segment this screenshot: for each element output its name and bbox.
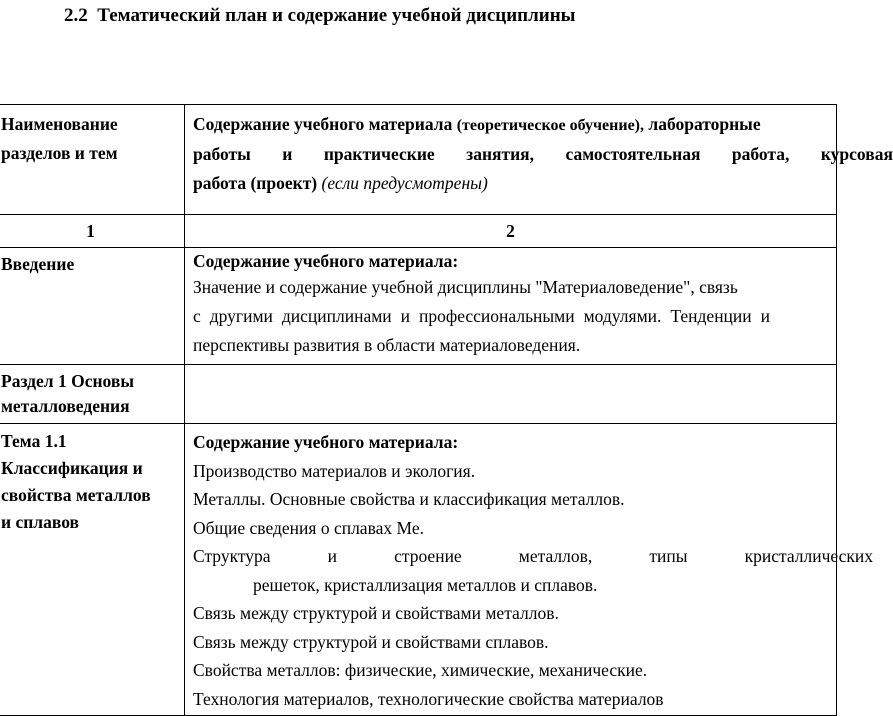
- table-row-section1: [0, 365, 837, 424]
- section1-line1: Раздел 1 Основы: [1, 371, 134, 391]
- topic1-line4: и сплавов: [1, 512, 79, 532]
- structure-word: и: [327, 546, 337, 566]
- section1-content-cell: [185, 365, 837, 424]
- column-number-row: [0, 215, 837, 248]
- topic1-item: Общие сведения о сплавах Ме.: [193, 517, 424, 538]
- table-header-row: [0, 105, 837, 215]
- structure-word: строение: [394, 546, 462, 566]
- intro-name-cell: [0, 248, 185, 365]
- header-sections-line1: Наименование: [1, 114, 118, 134]
- column-number-2: 2: [185, 215, 837, 248]
- section-title: Тематический план и содержание учебной дисциплины: [97, 5, 576, 26]
- topic1-item: Связь между структурой и свойствами сплавов.: [193, 631, 549, 652]
- topic1-item: Связь между структурой и свойствами металлов.: [193, 603, 559, 623]
- intro-content-cell: [185, 248, 837, 365]
- intro-content-line3: перспективы развития в области материаловедения.: [193, 335, 581, 355]
- intro-content-heading: Содержание учебного материала:: [193, 251, 459, 271]
- structure-word: Структура: [193, 546, 271, 566]
- structure-word: кристаллических: [744, 546, 873, 566]
- header-word: и: [282, 144, 293, 164]
- header-word: работы: [193, 144, 251, 164]
- topic1-item: Металлы. Основные свойства и классификация металлов.: [193, 489, 625, 509]
- topic1-line1: Тема 1.1: [1, 431, 67, 451]
- header-content-part1: Содержание учебного материала: [193, 114, 453, 134]
- page-title: [64, 2, 576, 30]
- header-cell-sections: [0, 105, 185, 215]
- header-content-line2: [193, 140, 893, 169]
- intro-content-line2: с другими дисциплинами и профессиональными модулями. Тенденции и: [193, 306, 770, 326]
- topic1-item: Свойства металлов: физические, химические, механические.: [193, 660, 648, 680]
- section-number: 2.2: [64, 5, 88, 26]
- topic1-name-cell: [0, 424, 185, 716]
- table-row-intro: [0, 248, 837, 365]
- header-content-part3: лабораторные: [648, 114, 761, 134]
- topic1-line2: Классификация и: [1, 458, 143, 478]
- intro-content-line1: Значение и содержание учебной дисциплины "Материаловедение", связь: [193, 277, 738, 297]
- topic1-content-cell: [185, 424, 873, 716]
- intro-name: Введение: [1, 254, 75, 274]
- section1-line2: металловедения: [1, 396, 130, 416]
- header-sections-line2: разделов и тем: [1, 143, 118, 163]
- table-row-topic1: [0, 424, 837, 716]
- header-content-line3-italic: (если предусмотрены): [321, 173, 488, 193]
- thematic-plan-table: [0, 104, 893, 716]
- structure-word: типы: [649, 546, 688, 566]
- header-content-line3-bold: работа (проект): [193, 173, 318, 193]
- structure-word: металлов,: [518, 546, 593, 566]
- topic1-item: Технология материалов, технологические свойства материалов: [193, 688, 664, 709]
- header-word: практические: [323, 144, 435, 164]
- topic1-line3: свойства металлов: [1, 485, 151, 505]
- header-word: самостоятельная: [565, 144, 701, 164]
- topic1-item: Производство материалов и экология.: [193, 460, 476, 481]
- topic1-structure-continuation: решеток, кристаллизация металлов и сплавов.: [253, 574, 598, 595]
- topic1-content-heading: Содержание учебного материала:: [193, 432, 459, 452]
- header-cell-content: [185, 105, 893, 215]
- topic1-structure-line: [193, 542, 873, 571]
- header-word: занятия,: [466, 144, 535, 164]
- header-word: курсовая: [820, 144, 893, 164]
- column-number-1: 1: [0, 215, 185, 248]
- section1-name-cell: [0, 365, 185, 424]
- header-content-part2: (теоретическое обучение),: [456, 117, 644, 134]
- header-word: работа,: [731, 144, 790, 164]
